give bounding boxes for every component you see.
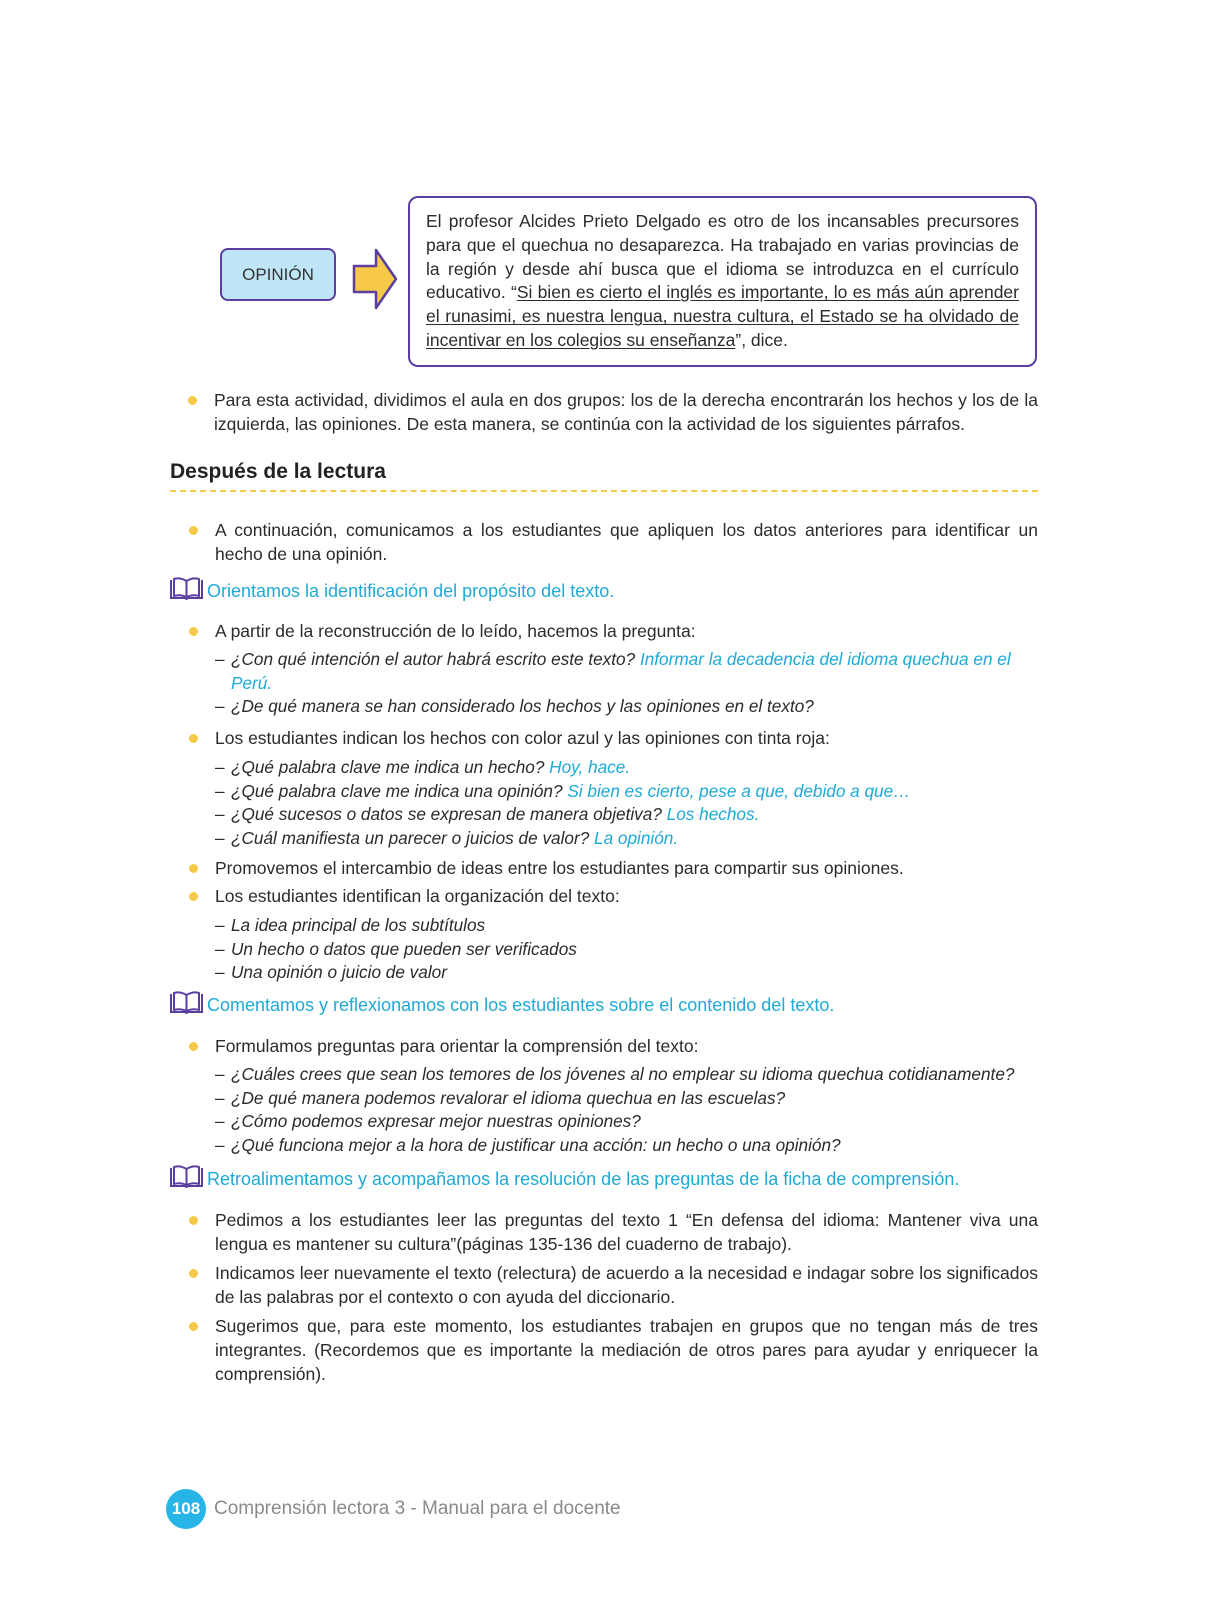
heading-purpose	[168, 576, 614, 602]
heading-reflection	[168, 990, 834, 1016]
keyword-questions	[215, 756, 1038, 850]
bullet-dot	[189, 627, 198, 636]
book-icon	[168, 576, 205, 602]
bullet-questions-text: Formulamos preguntas para orientar la comprensión del texto:	[215, 1036, 699, 1056]
book-icon	[168, 990, 205, 1016]
arrow-right-icon	[352, 248, 398, 310]
opinion-quote: Si bien es cierto el inglés es importante, lo es más aún aprender el runasimi, es nuestra lengua, nuestra cultura, el Estado se ha olvidado de incentivar en los colegios su enseñanza	[426, 282, 1019, 350]
list-item: – ¿De qué manera podemos revalorar el idioma quechua en las escuelas?	[215, 1087, 786, 1108]
list-item: – ¿Cuál manifiesta un parecer o juicios de valor? La opinión.	[215, 827, 679, 848]
bullet-reread	[215, 1261, 1038, 1309]
list-item: – ¿De qué manera se han considerado los hechos y las opiniones en el texto?	[215, 696, 814, 717]
book-icon	[168, 1164, 205, 1190]
bullet-question-text: A partir de la reconstrucción de lo leído, hacemos la pregunta:	[215, 621, 696, 641]
bullet-exchange	[215, 856, 1038, 880]
opinion-intro: El profesor Alcides Prieto Delgado es otro de los incansables precursores para que el quechua no desaparezca. Ha trabajado en varias provincias de la región y desde ahí busca que el idioma se introduzca en el currículo educativo. “	[426, 211, 1019, 303]
list-item: – Un hecho o datos que pueden ser verificados	[215, 938, 577, 959]
footer-title: Comprensión lectora 3 - Manual para el docente	[214, 1498, 621, 1519]
section-title: Después de la lectura	[170, 460, 386, 483]
bullet-question	[215, 619, 1038, 643]
heading-feedback	[168, 1164, 959, 1190]
bullet-organization	[215, 884, 1038, 908]
activity-bullet	[214, 388, 1038, 436]
opinion-label: OPINIÓN	[220, 248, 336, 301]
page-number: 108	[166, 1489, 206, 1529]
dashed-divider	[170, 490, 1038, 492]
after-text: A continuación, comunicamos a los estudiantes que apliquen los datos anteriores para identificar un hecho de una opinión.	[215, 520, 1038, 564]
bullet-questions	[215, 1034, 1038, 1058]
bullet-dot	[189, 1322, 198, 1331]
list-item: – ¿Con qué intención el autor habrá escrito este texto? Informar la decadencia del idioma quechua en el Perú.	[215, 649, 1011, 693]
bullet-dot	[189, 864, 198, 873]
heading-purpose-text: Orientamos la identificación del propósito del texto.	[207, 581, 615, 601]
bullet-groups-text: Sugerimos que, para este momento, los estudiantes trabajen en grupos que no tengan más de tres integrantes. (Recordemos que es importante la mediación de otros pares para ayudar y enriquecer la comprensión).	[215, 1316, 1038, 1384]
bullet-reread-text: Indicamos leer nuevamente el texto (relectura) de acuerdo a la necesidad e indagar sobre los significados de las palabras por el contexto o con ayuda del diccionario.	[215, 1263, 1038, 1307]
bullet-colors-text: Los estudiantes indican los hechos con color azul y las opiniones con tinta roja:	[215, 728, 830, 748]
list-item: – ¿Cuáles crees que sean los temores de los jóvenes al no emplear su idioma quechua cotidianamente?	[215, 1064, 1015, 1084]
list-item: – ¿Qué funciona mejor a la hora de justificar una acción: un hecho o una opinión?	[215, 1134, 841, 1155]
bullet-read-questions-text: Pedimos a los estudiantes leer las preguntas del texto 1 “En defensa del idioma: Mantener viva una lengua es mantener su cultura”(páginas 135-136 del cuaderno de trabajo).	[215, 1210, 1038, 1254]
bullet-dot	[189, 1269, 198, 1278]
heading-feedback-text: Retroalimentamos y acompañamos la resolución de las preguntas de la ficha de comprensión.	[207, 1169, 960, 1189]
purpose-questions	[215, 648, 1038, 719]
bullet-dot	[189, 892, 198, 901]
opinion-excerpt	[408, 196, 1037, 367]
bullet-organization-text: Los estudiantes identifican la organización del texto:	[215, 886, 620, 906]
list-item: – Una opinión o juicio de valor	[215, 962, 447, 983]
organization-list	[215, 914, 1038, 985]
heading-reflection-text: Comentamos y reflexionamos con los estudiantes sobre el contenido del texto.	[207, 995, 835, 1015]
bullet-dot	[189, 1216, 198, 1225]
bullet-dot	[188, 396, 197, 405]
bullet-read-questions	[215, 1208, 1038, 1256]
activity-text: Para esta actividad, dividimos el aula en dos grupos: los de la derecha encontrarán los hechos y los de la izquierda, las opiniones. De esta manera, se continúa con la actividad de los siguientes párrafos.	[214, 390, 1038, 434]
bullet-dot	[189, 526, 198, 535]
bullet-dot	[189, 734, 198, 743]
list-item: – ¿Qué palabra clave me indica un hecho? Hoy, hace.	[215, 757, 631, 777]
list-item: – ¿Qué palabra clave me indica una opinión? Si bien es cierto, pese a que, debido a que…	[215, 780, 911, 801]
reflection-questions	[215, 1063, 1038, 1157]
list-item: – ¿Qué sucesos o datos se expresan de manera objetiva? Los hechos.	[215, 804, 760, 825]
list-item: – ¿Cómo podemos expresar mejor nuestras opiniones?	[215, 1111, 641, 1132]
opinion-end: ”, dice.	[735, 329, 788, 350]
after-bullet	[215, 518, 1038, 566]
list-item: – La idea principal de los subtítulos	[215, 915, 486, 935]
bullet-colors	[215, 726, 1038, 750]
bullet-groups	[215, 1314, 1038, 1386]
bullet-dot	[189, 1042, 198, 1051]
bullet-exchange-text: Promovemos el intercambio de ideas entre los estudiantes para compartir sus opiniones.	[215, 858, 904, 878]
